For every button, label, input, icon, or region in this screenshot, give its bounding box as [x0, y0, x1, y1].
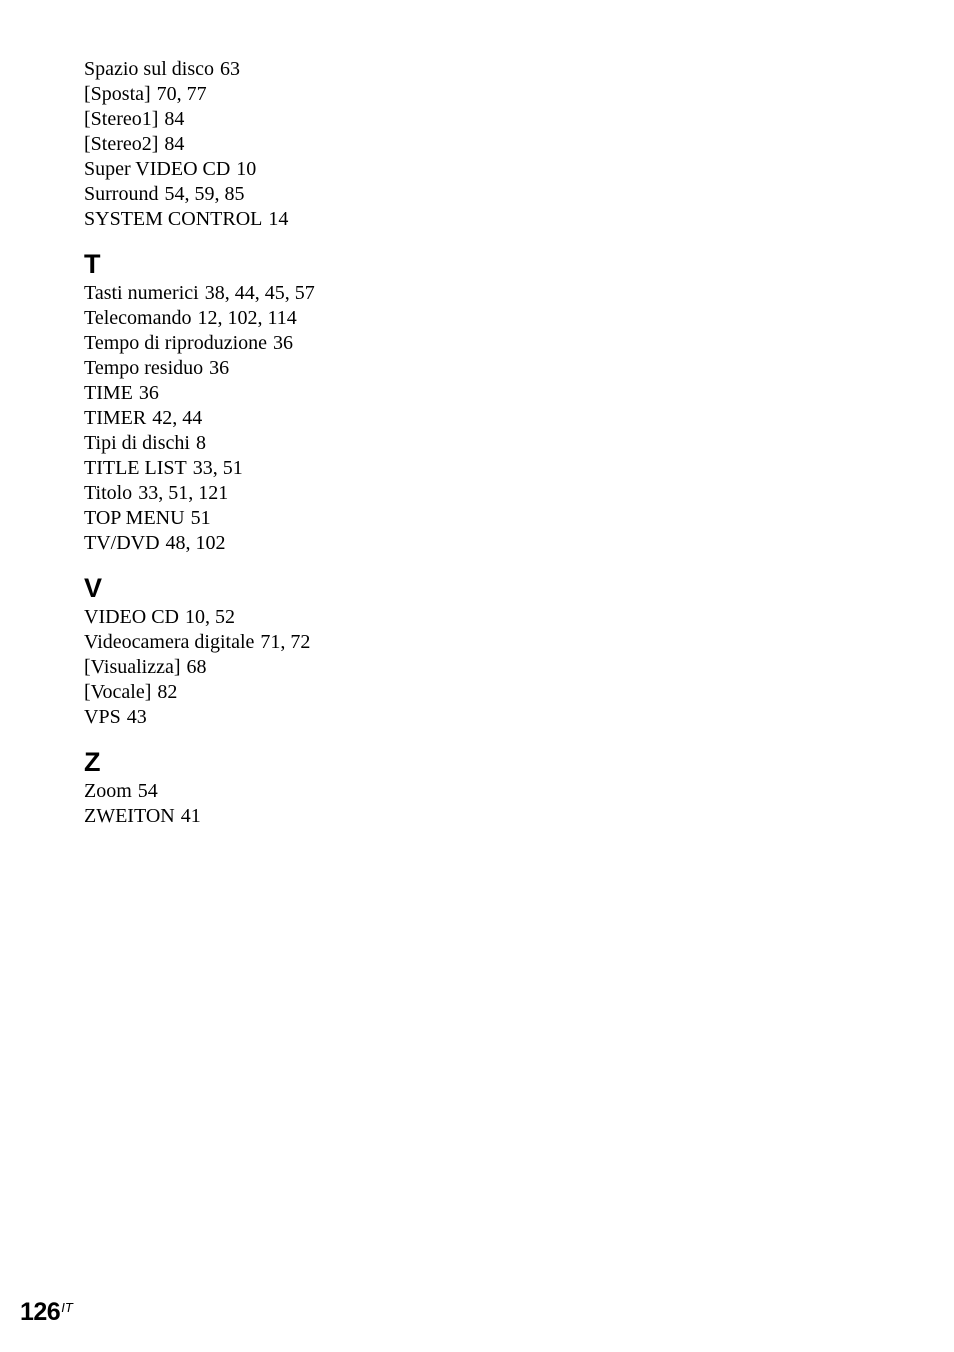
entry-term: Surround — [84, 183, 159, 205]
entry-pages: 36 — [209, 357, 230, 379]
section-letter-z: Z — [84, 747, 101, 777]
entry-term: VPS — [84, 706, 121, 728]
entry-term: Tempo residuo — [84, 357, 204, 379]
entry-term: [Vocale] — [84, 681, 152, 703]
page-language-code: IT — [61, 1300, 73, 1315]
entry-term: [Sposta] — [84, 83, 151, 105]
entry-term: TV/DVD — [84, 532, 160, 554]
entry-pages: 63 — [220, 58, 240, 80]
entry-pages: 12, 102, 114 — [197, 307, 297, 329]
entry-term: [Stereo1] — [84, 108, 159, 130]
entry-term: ZWEITON — [84, 805, 175, 827]
index-entry — [84, 605, 504, 630]
entry-term: Tipi di dischi — [84, 432, 190, 454]
entry-term: Super VIDEO CD — [84, 158, 231, 180]
entry-pages: 84 — [164, 108, 185, 130]
page-number — [20, 1298, 73, 1327]
entry-pages: 42, 44 — [152, 407, 203, 429]
entry-pages: 33, 51 — [192, 457, 243, 479]
entry-pages: 14 — [268, 208, 289, 230]
index-entry — [84, 331, 504, 356]
entry-term: TOP MENU — [84, 507, 185, 529]
entry-term: Videocamera digitale — [84, 631, 255, 653]
entry-term: Tasti numerici — [84, 282, 199, 304]
entry-pages: 10, 52 — [185, 606, 235, 628]
index-entry — [84, 381, 504, 406]
entry-pages: 43 — [126, 706, 147, 728]
entry-term: [Stereo2] — [84, 133, 159, 155]
index-entry — [84, 157, 504, 182]
entry-term: TIMER — [84, 407, 147, 429]
entry-term: Telecomando — [84, 307, 192, 329]
entry-pages: 54, 59, 85 — [164, 183, 245, 205]
entry-pages: 54 — [137, 780, 158, 802]
entry-pages: 71, 72 — [260, 631, 311, 653]
index-entry — [84, 306, 504, 331]
entry-term: [Visualizza] — [84, 656, 181, 678]
entry-term: Tempo di riproduzione — [84, 332, 267, 354]
entry-term: TIME — [84, 382, 133, 404]
entry-pages: 36 — [273, 332, 293, 354]
entry-term: Zoom — [84, 780, 132, 802]
index-entry — [84, 57, 504, 82]
entry-pages: 82 — [157, 681, 178, 703]
index-entry — [84, 356, 504, 381]
index-entry — [84, 281, 504, 306]
section-letter-t: T — [84, 249, 101, 279]
entry-pages: 48, 102 — [165, 532, 226, 554]
index-entry — [84, 207, 504, 232]
index-entry — [84, 431, 504, 456]
entry-pages: 41 — [180, 805, 201, 827]
entry-pages: 33, 51, 121 — [138, 482, 229, 504]
entry-pages: 8 — [195, 432, 206, 454]
index-section-z — [84, 779, 504, 829]
entry-term: TITLE LIST — [84, 457, 187, 479]
index-entry — [84, 680, 504, 705]
entry-pages: 84 — [164, 133, 185, 155]
index-entry — [84, 630, 504, 655]
entry-pages: 38, 44, 45, 57 — [204, 282, 315, 304]
index-entry — [84, 481, 504, 506]
page-number-value: 126 — [20, 1298, 61, 1326]
entry-pages: 51 — [190, 507, 211, 529]
section-letter-v: V — [84, 573, 103, 603]
index-entry — [84, 406, 504, 431]
entry-term: VIDEO CD — [84, 606, 179, 628]
index-entry — [84, 132, 504, 157]
index-entry — [84, 531, 504, 556]
index-entry — [84, 804, 504, 829]
entry-term: Spazio sul disco — [84, 58, 214, 80]
entry-term: SYSTEM CONTROL — [84, 208, 263, 230]
index-entry — [84, 82, 504, 107]
index-entry — [84, 705, 504, 730]
index-entry — [84, 779, 504, 804]
index-section-v — [84, 605, 504, 730]
index-entry — [84, 506, 504, 531]
entry-pages: 36 — [138, 382, 159, 404]
index-column — [84, 57, 504, 829]
entry-pages: 10 — [236, 158, 257, 180]
index-section-t — [84, 281, 504, 556]
index-entry — [84, 655, 504, 680]
index-entry — [84, 182, 504, 207]
entry-pages: 68 — [186, 656, 207, 678]
entry-term: Titolo — [84, 482, 133, 504]
index-entry — [84, 107, 504, 132]
index-entry — [84, 456, 504, 481]
index-section-s — [84, 57, 504, 232]
entry-pages: 70, 77 — [156, 83, 207, 105]
